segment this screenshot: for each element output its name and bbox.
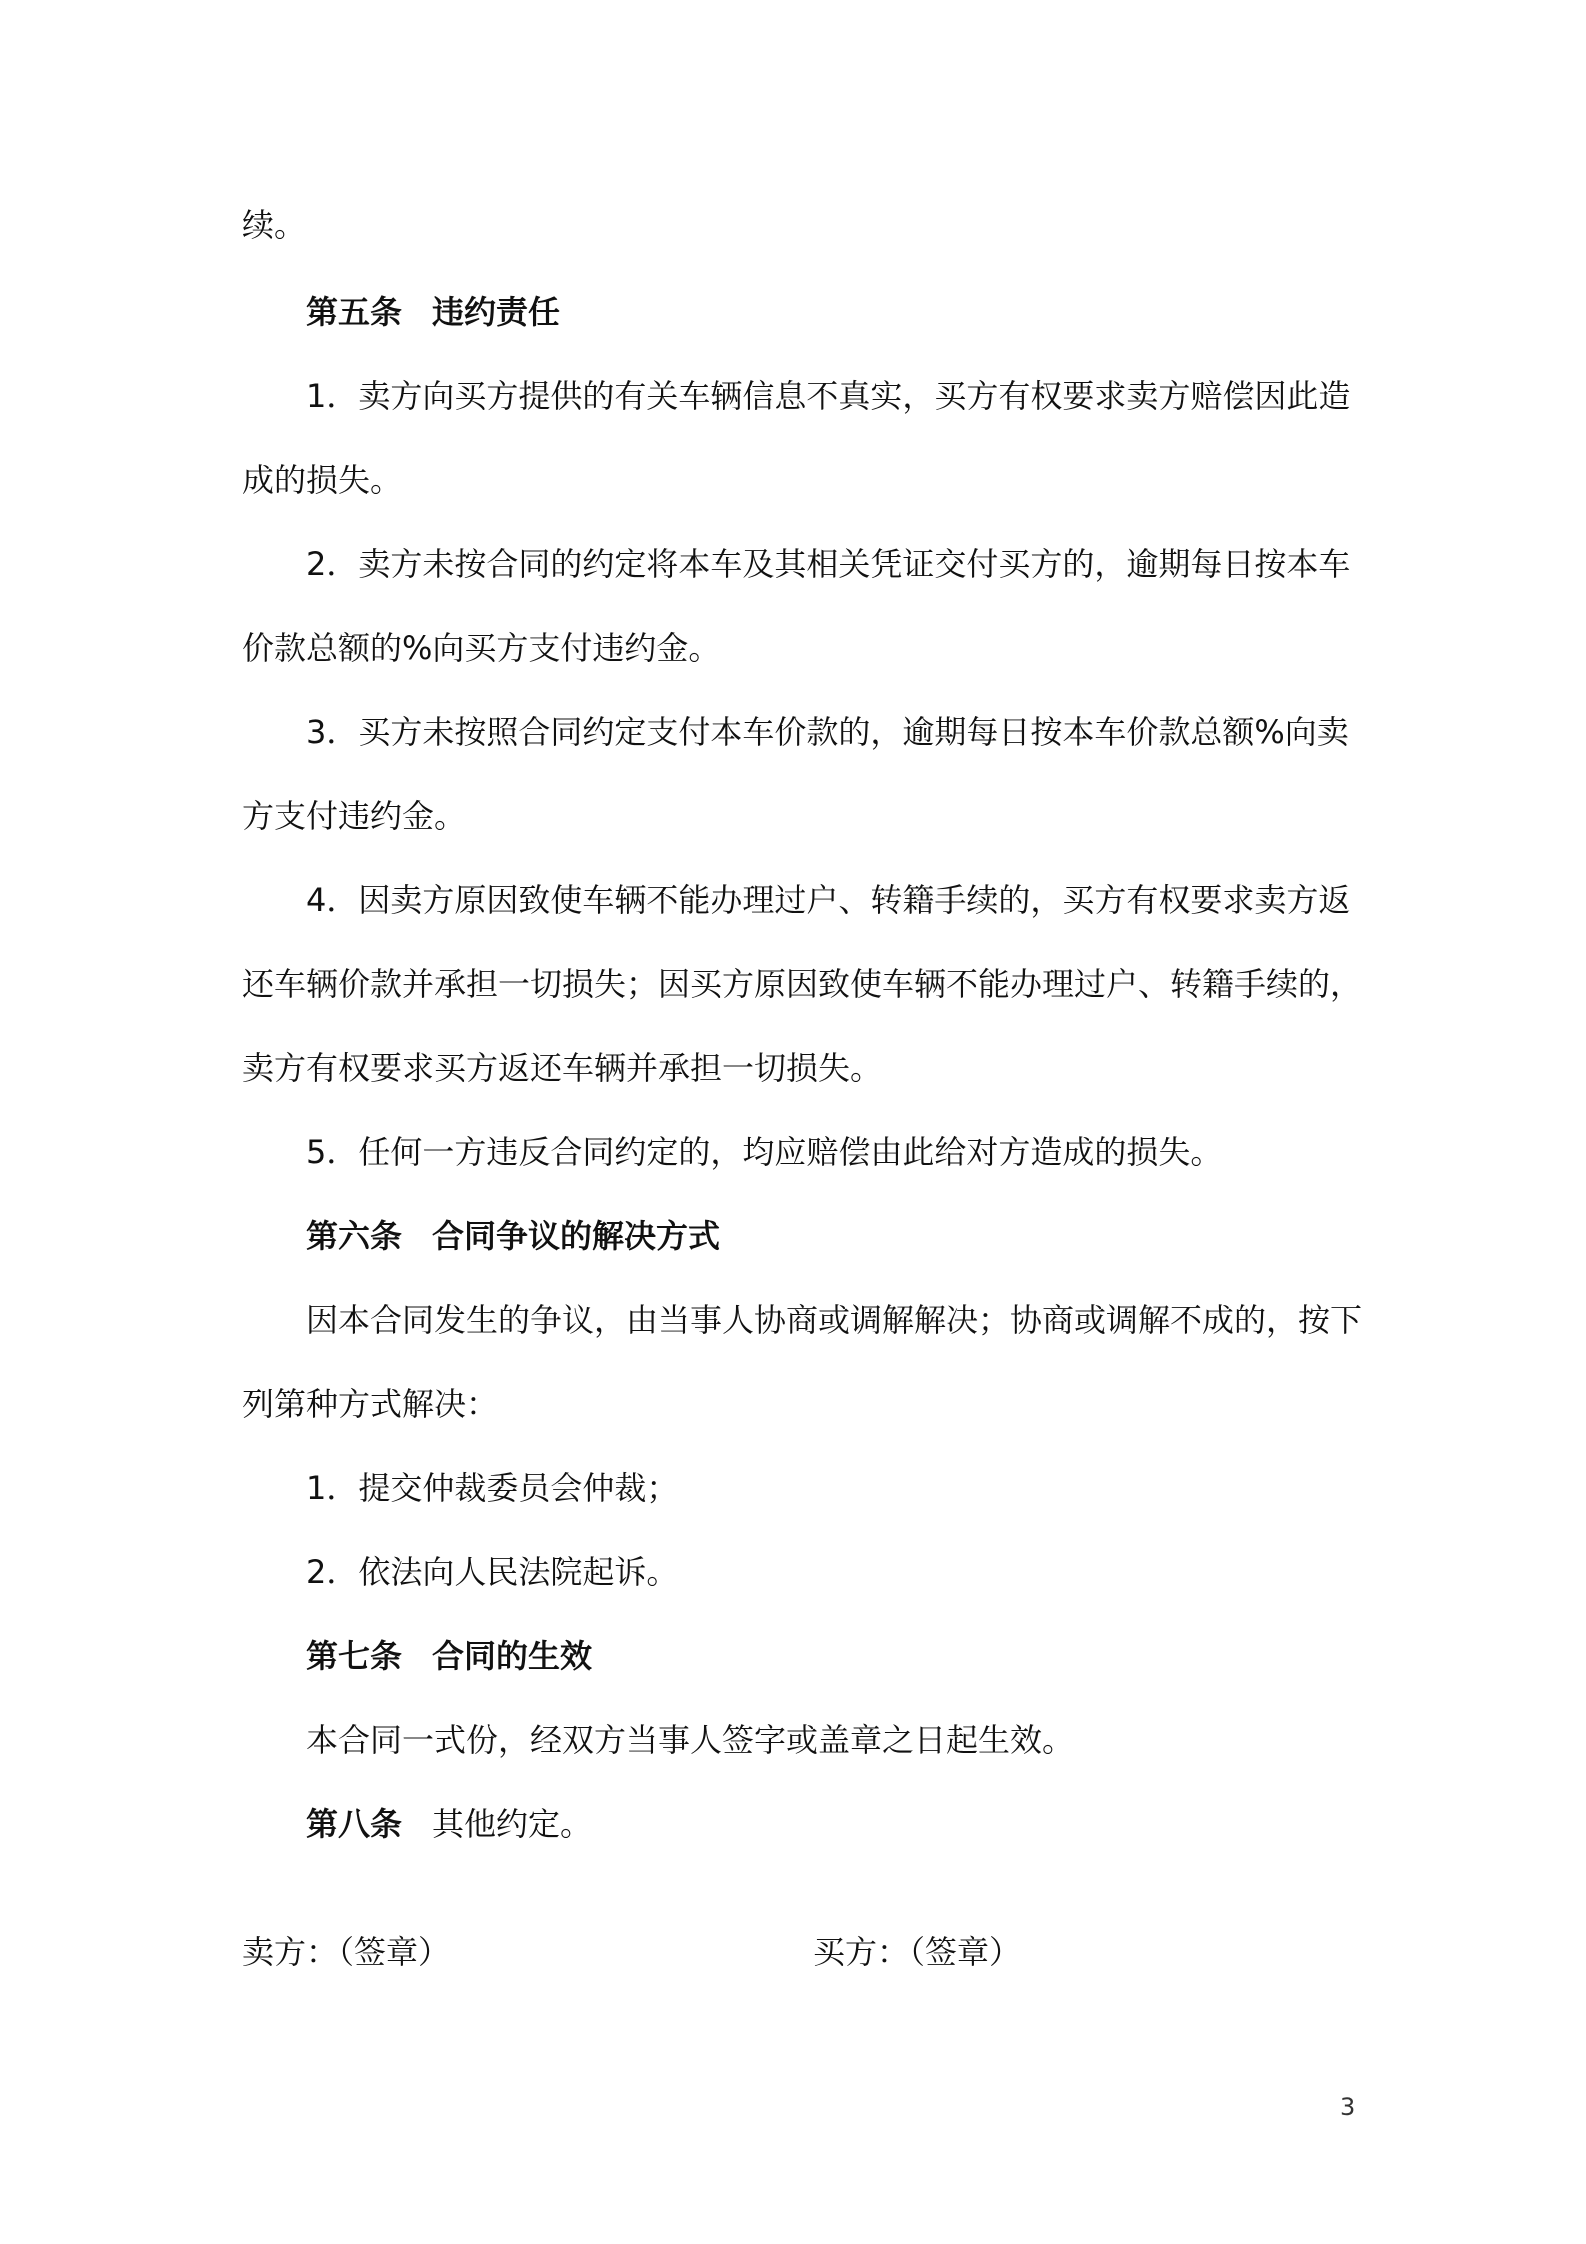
- article-5-heading: [306, 292, 1366, 332]
- article-7-heading: [306, 1636, 1366, 1676]
- article-8-title: 其他约定。: [432, 1805, 593, 1843]
- article-6-option-1: 1．提交仲裁委员会仲裁；: [306, 1469, 679, 1507]
- clause-5-4-line-2: 还车辆价款并承担一切损失；因买方原因致使车辆不能办理过户、转籍手续的，: [242, 965, 1363, 1003]
- article-8-number: 第八条: [306, 1805, 403, 1843]
- article-6-text-line-1: 因本合同发生的争议，由当事人协商或调解解决；协商或调解不成的，按下: [306, 1301, 1363, 1339]
- article-6-text-line-2: 列第种方式解决：: [242, 1385, 499, 1423]
- continued-text: 续。: [242, 206, 307, 244]
- article-6-title: 合同争议的解决方式: [432, 1217, 721, 1255]
- page-number: 3: [1340, 2093, 1356, 2121]
- article-5-title: 违约责任: [432, 293, 561, 331]
- clause-5-3-line-1: 3．买方未按照合同约定支付本车价款的，逾期每日按本车价款总额%向卖: [306, 713, 1349, 751]
- article-8-heading: [306, 1804, 1366, 1844]
- clause-5-2-line-1: 2．卖方未按合同的约定将本车及其相关凭证交付买方的，逾期每日按本车: [306, 545, 1351, 583]
- clause-5-1-line-2: 成的损失。: [242, 461, 403, 499]
- clause-5-5: 5．任何一方违反合同约定的，均应赔偿由此给对方造成的损失。: [306, 1133, 1223, 1171]
- article-6-option-2: 2．依法向人民法院起诉。: [306, 1553, 679, 1591]
- seller-signature-label: 卖方：（签章）: [242, 1933, 451, 1971]
- article-7-number: 第七条: [306, 1637, 403, 1675]
- article-6-number: 第六条: [306, 1217, 403, 1255]
- clause-5-2-line-2: 价款总额的%向买方支付违约金。: [242, 629, 721, 667]
- clause-5-4-line-3: 卖方有权要求买方返还车辆并承担一切损失。: [242, 1049, 883, 1087]
- buyer-signature-label: 买方：（签章）: [813, 1933, 1022, 1971]
- clause-5-3-line-2: 方支付违约金。: [242, 797, 467, 835]
- clause-5-1-line-1: 1．卖方向买方提供的有关车辆信息不真实，买方有权要求卖方赔偿因此造: [306, 377, 1351, 415]
- article-7-title: 合同的生效: [432, 1637, 593, 1675]
- article-6-heading: [306, 1216, 1366, 1256]
- clause-5-4-line-1: 4．因卖方原因致使车辆不能办理过户、转籍手续的，买方有权要求卖方返: [306, 881, 1351, 919]
- article-7-text: 本合同一式份，经双方当事人签字或盖章之日起生效。: [306, 1721, 1075, 1759]
- article-5-number: 第五条: [306, 293, 403, 331]
